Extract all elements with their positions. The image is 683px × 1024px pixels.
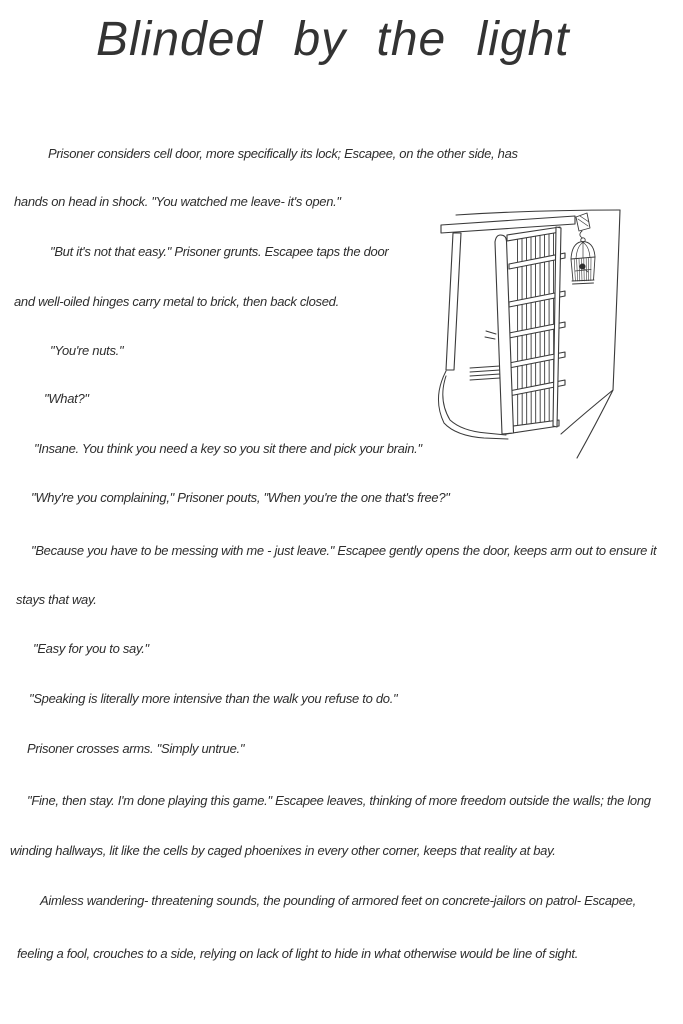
cell-door-illustration: [424, 198, 669, 463]
story-line: "Because you have to be messing with me - just leave." Escapee gently opens the door, keeps arm out to ensure it: [31, 543, 657, 558]
story-line: "You're nuts.": [50, 343, 124, 358]
door-latch: [485, 331, 496, 339]
floor-shadow: [438, 371, 508, 439]
story-line: hands on head in shock. "You watched me leave- it's open.": [14, 194, 341, 209]
wall-lines: [456, 210, 620, 458]
story-line: "But it's not that easy." Prisoner grunts. Escapee taps the door: [50, 244, 389, 259]
story-line: Prisoner considers cell door, more specifically its lock; Escapee, on the other side, has: [48, 146, 518, 161]
story-line: "What?": [44, 391, 89, 406]
story-line: winding hallways, lit like the cells by caged phoenixes in every other corner, keeps that reality at bay.: [10, 843, 556, 858]
story-line: stays that way.: [16, 592, 97, 607]
page-title: Blinded by the light: [96, 13, 570, 66]
story-line: "Fine, then stay. I'm done playing this game." Escapee leaves, thinking of more freedom outside the walls; the long: [27, 793, 651, 808]
story-line: "Speaking is literally more intensive than the walk you refuse to do.": [29, 691, 398, 706]
story-line: "Insane. You think you need a key so you sit there and pick your brain.": [34, 441, 422, 456]
story-line: "Why're you complaining," Prisoner pouts, "When you're the one that's free?": [31, 490, 450, 505]
threshold-lines: [470, 366, 500, 380]
story-line: and well-oiled hinges carry metal to brick, then back closed.: [14, 294, 339, 309]
story-line: Prisoner crosses arms. "Simply untrue.": [27, 741, 245, 756]
story-line: feeling a fool, crouches to a side, relying on lack of light to hide in what otherwise would be line of sight.: [17, 946, 579, 961]
cell-door: [485, 227, 565, 434]
story-line: Aimless wandering- threatening sounds, the pounding of armored feet on concrete-jailors on patrol- Escapee,: [40, 893, 636, 908]
story-line: "Easy for you to say.": [33, 641, 149, 656]
